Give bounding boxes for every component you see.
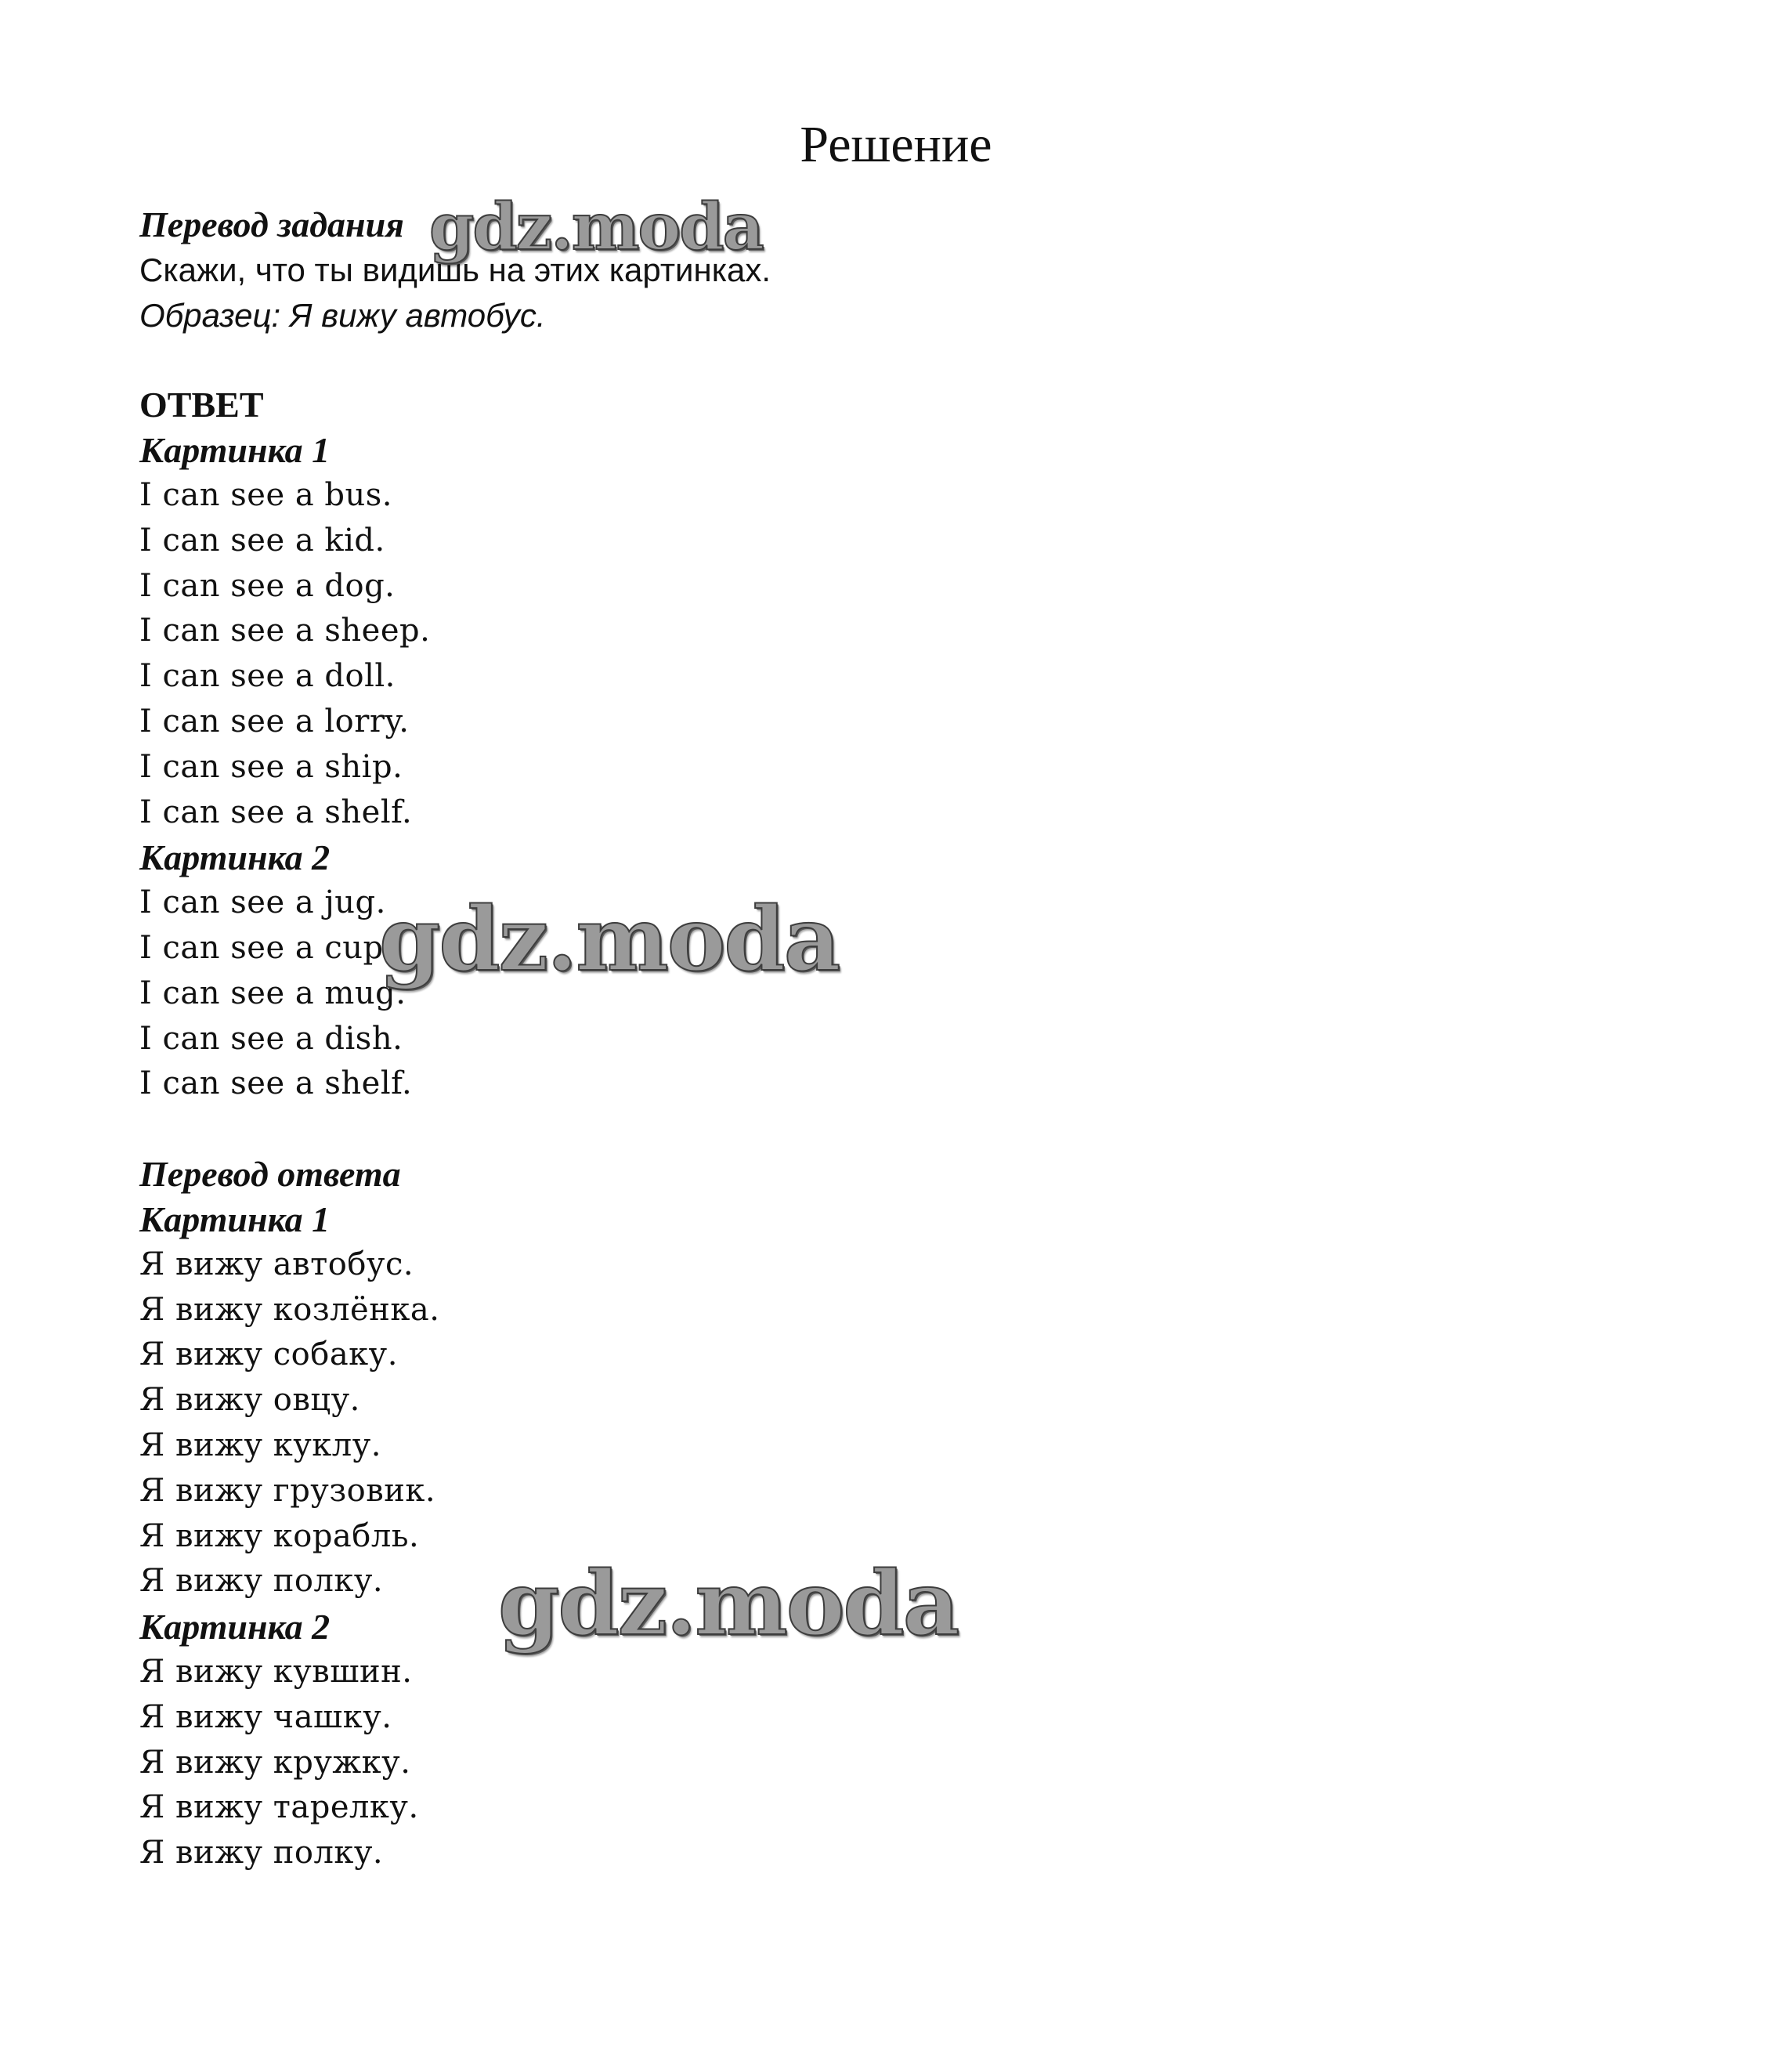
answer-line: I can see a sheep. [139,613,431,649]
translation-line: Я вижу полку. [139,1563,384,1600]
page-title: Решение [800,116,992,173]
answer-line: I can see a ship. [139,748,403,785]
answer-line: I can see a bus. [139,476,392,513]
translation-line: Я вижу автобус. [139,1246,414,1282]
answer-line: I can see a dish. [139,1020,403,1057]
spacer [139,1107,1628,1152]
translation-line: Я вижу тарелку. [139,1789,419,1826]
answer-line: I can see a cup. [139,929,394,966]
translation-heading: Перевод ответа [139,1154,401,1195]
translation-line: Я вижу полку. [139,1835,384,1872]
translation-picture1-label: Картинка 1 [139,1199,331,1239]
answer-line: I can see a jug. [139,884,386,921]
answer-line: I can see a doll. [139,658,396,695]
watermark: gdz.moda [379,888,840,991]
translation-line: Я вижу чашку. [139,1698,392,1735]
watermark: gdz.moda [498,1553,959,1655]
spacer [139,338,1628,382]
task-instruction: Скажи, что ты видишь на этих картинках. [139,251,771,288]
translation-line: Я вижу куклу. [139,1427,381,1463]
translation-line: Я вижу корабль. [139,1517,420,1554]
answer-line: I can see a dog. [139,567,396,604]
answer-picture1-label: Картинка 1 [139,430,331,471]
task-translation-label: Перевод задания [139,204,404,244]
answer-line: I can see a kid. [139,522,385,559]
task-example: Образец: Я вижу автобус. [139,296,546,334]
translation-line: Я вижу собаку. [139,1336,398,1373]
answer-line: I can see a lorry. [139,703,410,740]
answer-picture2-label: Картинка 2 [139,837,331,878]
translation-line: Я вижу козлёнка. [139,1291,440,1328]
watermark: gdz.moda [429,190,763,265]
translation-picture2-label: Картинка 2 [139,1607,331,1647]
translation-line: Я вижу грузовик. [139,1472,436,1509]
answer-heading: ОТВЕТ [139,385,264,425]
answer-line: I can see a mug. [139,975,406,1011]
answer-line: I can see a shelf. [139,1065,413,1102]
translation-line: Я вижу кувшин. [139,1653,413,1690]
answer-line: I can see a shelf. [139,794,413,830]
translation-line: Я вижу кружку. [139,1744,411,1781]
translation-line: Я вижу овцу. [139,1382,360,1419]
